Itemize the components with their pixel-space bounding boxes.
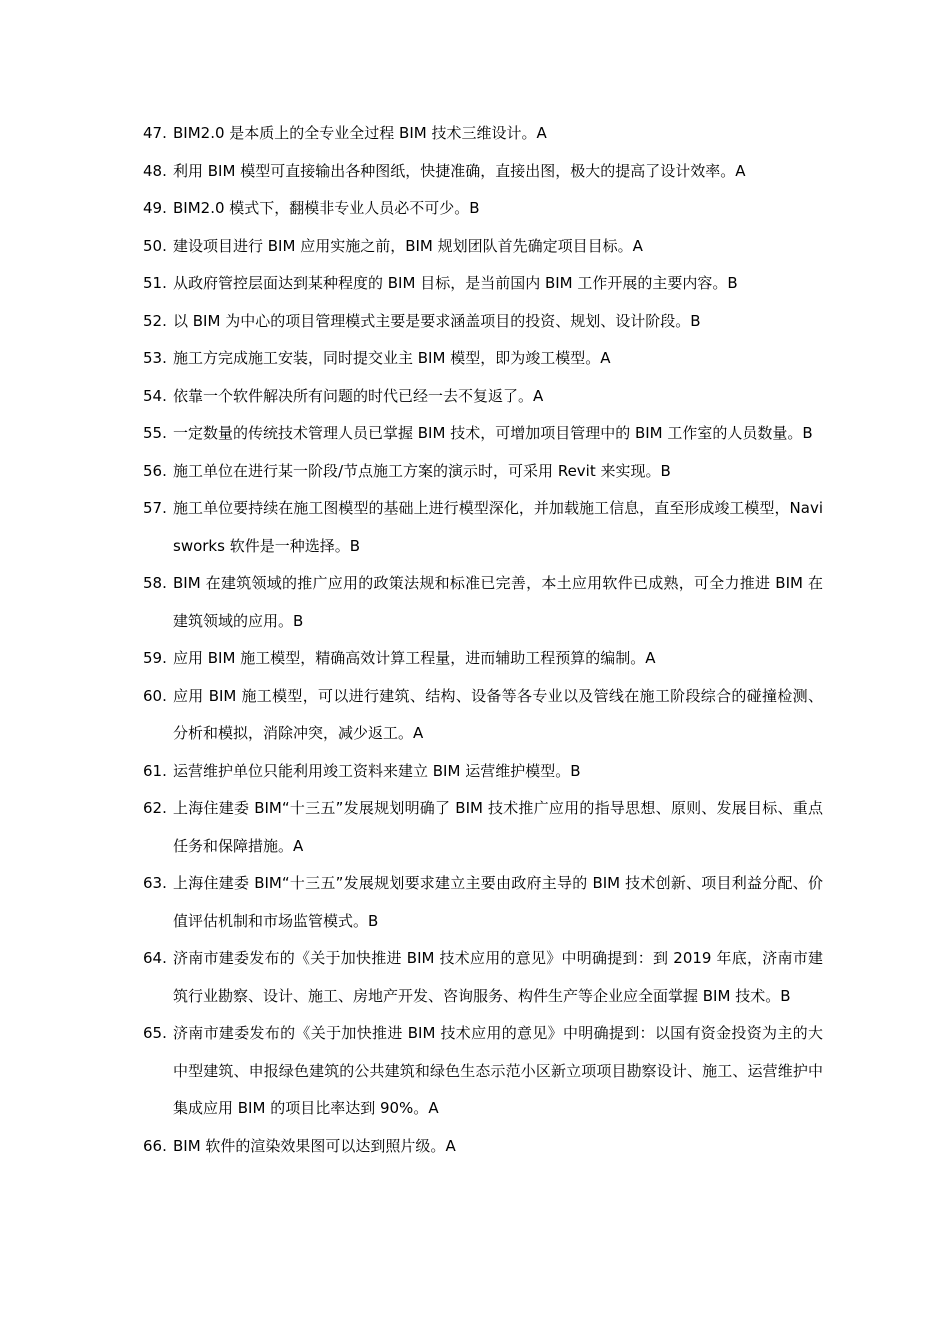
question-answer: B [727, 274, 738, 292]
question-text: 施工单位要持续在施工图模型的基础上进行模型深化，并加载施工信息，直至形成竣工模型，Navisworks 软件是一种选择。 [173, 499, 823, 555]
question-number: 51. [143, 274, 167, 292]
question-answer: A [413, 724, 424, 742]
question-item [143, 153, 823, 191]
question-answer: B [570, 761, 581, 780]
question-text: 济南市建委发布的《关于加快推进 BIM 技术应用的意见》中明确提到：到 2019 年底，济南市建筑行业勘察、设计、施工、房地产开发、咨询服务、构件生产等企业应全面掌握 BIM 技术。 [173, 949, 824, 1005]
question-text: 济南市建委发布的《关于加快推进 BIM 技术应用的意见》中明确提到：以国有资金投资为主的大中型建筑、申报绿色建筑的公共建筑和绿色生态示范小区新立项项目勘察设计、施工、运营维护中集成应用 BIM 的项目比率达到 90%。 [173, 1024, 823, 1117]
question-answer: B [780, 986, 791, 1005]
question-item [143, 640, 823, 678]
question-number: 64. [143, 949, 167, 967]
question-answer: A [428, 1099, 439, 1117]
question-item [143, 753, 823, 791]
question-body [173, 190, 823, 228]
question-number: 59. [143, 649, 167, 667]
question-answer: B [293, 611, 304, 630]
question-body [173, 940, 823, 1015]
question-item [143, 1015, 823, 1128]
question-answer: B [690, 311, 701, 330]
question-answer: A [533, 386, 544, 405]
question-item [143, 115, 823, 153]
question-body [173, 640, 823, 678]
question-item [143, 940, 823, 1015]
question-body [173, 865, 823, 940]
question-body [173, 153, 823, 191]
question-text: 施工方完成施工安装，同时提交业主 BIM 模型，即为竣工模型。 [173, 349, 601, 367]
question-text: 从政府管控层面达到某种程度的 BIM 目标，是当前国内 BIM 工作开展的主要内容。 [173, 274, 728, 292]
question-body [173, 265, 823, 303]
question-number: 49. [143, 199, 167, 217]
question-answer: B [802, 424, 813, 442]
question-number: 53. [143, 349, 167, 367]
question-body [173, 415, 823, 453]
question-answer: B [349, 536, 360, 555]
question-answer: B [660, 461, 671, 480]
question-body [173, 1015, 823, 1128]
question-number: 55. [143, 424, 167, 442]
question-answer: A [536, 124, 547, 142]
question-item [143, 490, 823, 565]
question-item [143, 1128, 823, 1166]
question-body [173, 1128, 823, 1166]
question-item [143, 190, 823, 228]
question-item [143, 865, 823, 940]
question-number: 57. [143, 499, 167, 517]
question-item [143, 415, 823, 453]
question-number: 62. [143, 799, 167, 817]
question-number: 54. [143, 386, 167, 405]
question-text: 应用 BIM 施工模型，精确高效计算工程量，进而辅助工程预算的编制。 [173, 649, 646, 667]
question-text: 运营维护单位只能利用竣工资料来建立 BIM 运营维护模型。 [173, 761, 571, 780]
question-answer: A [445, 1136, 456, 1155]
question-text: BIM2.0 模式下，翻模非专业人员必不可少。 [173, 199, 470, 217]
question-answer: A [293, 836, 304, 855]
question-text: 依靠一个软件解决所有问题的时代已经一去不复返了。 [173, 386, 534, 405]
question-number: 61. [143, 761, 167, 780]
question-answer: B [368, 911, 379, 930]
question-answer: A [632, 236, 643, 255]
question-text: 建设项目进行 BIM 应用实施之前，BIM 规划团队首先确定项目目标。 [173, 236, 633, 255]
question-text: 上海住建委 BIM“十三五”发展规划明确了 BIM 技术推广应用的指导思想、原则、发展目标、重点任务和保障措施。 [173, 799, 823, 855]
question-answer: B [469, 199, 480, 217]
question-number: 50. [143, 236, 167, 255]
question-text: 上海住建委 BIM“十三五”发展规划要求建立主要由政府主导的 BIM 技术创新、项目利益分配、价值评估机制和市场监管模式。 [173, 874, 823, 930]
question-number: 63. [143, 874, 167, 892]
question-number: 52. [143, 311, 167, 330]
question-text: 利用 BIM 模型可直接输出各种图纸，快捷准确，直接出图，极大的提高了设计效率。 [173, 161, 736, 180]
question-item [143, 265, 823, 303]
question-item [143, 790, 823, 865]
question-item [143, 565, 823, 640]
question-number: 47. [143, 124, 167, 142]
question-body [173, 228, 823, 266]
question-text: 应用 BIM 施工模型，可以进行建筑、结构、设备等各专业以及管线在施工阶段综合的碰撞检测、分析和模拟，消除冲突，减少返工。 [173, 686, 823, 742]
question-body [173, 340, 823, 378]
question-body [173, 115, 823, 153]
question-text: 一定数量的传统技术管理人员已掌握 BIM 技术，可增加项目管理中的 BIM 工作室的人员数量。 [173, 424, 803, 442]
question-body [173, 678, 823, 753]
question-item [143, 340, 823, 378]
question-body [173, 303, 823, 341]
question-body [173, 378, 823, 416]
question-body [173, 753, 823, 791]
question-number: 56. [143, 461, 167, 480]
question-number: 65. [143, 1024, 167, 1042]
question-item [143, 303, 823, 341]
question-body [173, 565, 823, 640]
question-number: 66. [143, 1136, 167, 1155]
question-text: BIM 软件的渲染效果图可以达到照片级。 [173, 1136, 446, 1155]
question-text: BIM2.0 是本质上的全专业全过程 BIM 技术三维设计。 [173, 124, 537, 142]
question-number: 48. [143, 161, 167, 180]
question-answer: A [600, 349, 611, 367]
question-answer: A [735, 161, 746, 180]
question-text: 以 BIM 为中心的项目管理模式主要是要求涵盖项目的投资、规划、设计阶段。 [173, 311, 691, 330]
question-body [173, 790, 823, 865]
question-item [143, 453, 823, 491]
question-text: 施工单位在进行某一阶段/节点施工方案的演示时，可采用 Revit 来实现。 [173, 461, 661, 480]
question-item [143, 378, 823, 416]
question-item [143, 678, 823, 753]
question-body [173, 453, 823, 491]
question-number: 58. [143, 574, 167, 592]
question-item [143, 228, 823, 266]
question-text: BIM 在建筑领域的推广应用的政策法规和标准已完善，本土应用软件已成熟，可全力推进 BIM 在建筑领域的应用。 [173, 574, 823, 630]
question-body [173, 490, 823, 565]
question-answer: A [645, 649, 656, 667]
question-number: 60. [143, 686, 167, 705]
question-list [143, 115, 823, 1165]
